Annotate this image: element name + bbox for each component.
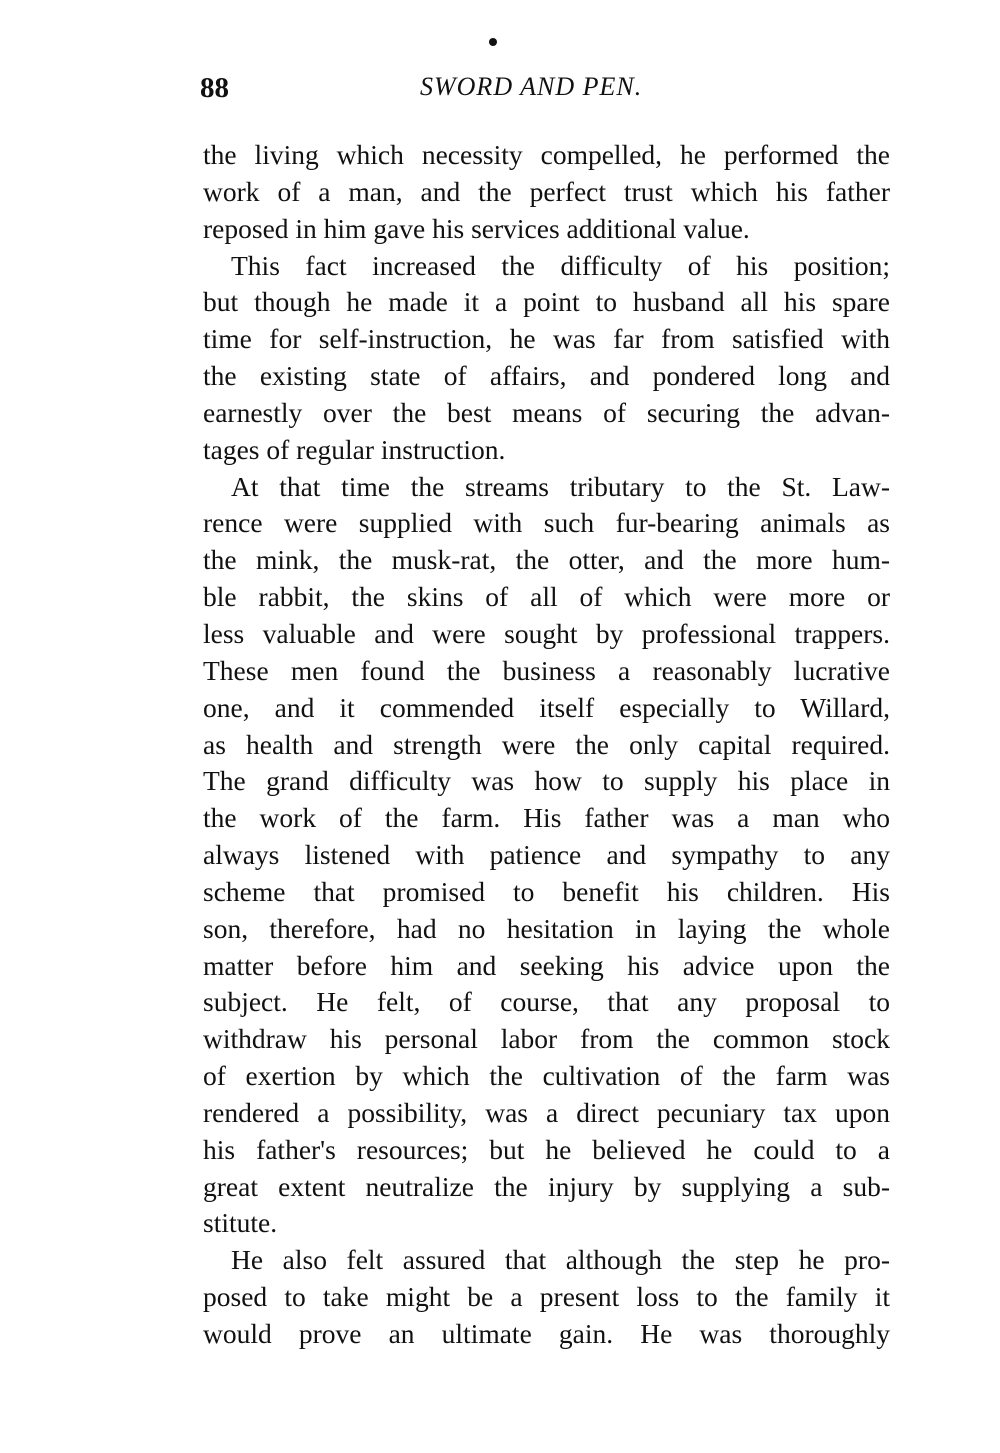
text-line: ble rabbit, the skins of all of which were more or	[203, 581, 890, 613]
text-line: posed to take might be a present loss to the family it	[203, 1281, 890, 1313]
text-line: less valuable and were sought by professional trappers.	[203, 617, 890, 649]
text-line: but though he made it a point to husband all his spare	[203, 286, 890, 318]
text-line: reposed in him gave his services additional value.	[203, 212, 750, 244]
text-line: stitute.	[203, 1207, 278, 1239]
text-line: At that time the streams tributary to the St. Law-	[231, 470, 890, 502]
text-line: rence were supplied with such fur-bearing animals as	[203, 507, 890, 539]
text-line: would prove an ultimate gain. He was thoroughly	[203, 1318, 890, 1349]
text-line: as health and strength were the only capital required.	[203, 728, 890, 760]
text-line: the existing state of affairs, and pondered long and	[203, 360, 890, 392]
text-line: This fact increased the difficulty of his position;	[231, 249, 890, 281]
text-line: earnestly over the best means of securing the advan-	[203, 396, 890, 428]
text-line: time for self-instruction, he was far from satisfied with	[203, 323, 890, 355]
text-line: scheme that promised to benefit his children. His	[203, 875, 890, 907]
text-line: These men found the business a reasonably lucrative	[203, 654, 890, 686]
text-line: his father's resources; but he believed he could to a	[203, 1133, 890, 1165]
text-line: subject. He felt, of course, that any proposal to	[203, 986, 890, 1018]
text-line: the mink, the musk-rat, the otter, and the more hum-	[203, 544, 890, 576]
text-line: one, and it commended itself especially to Willard,	[203, 691, 890, 723]
text-line: great extent neutralize the injury by supplying a sub-	[203, 1170, 890, 1202]
text-line: The grand difficulty was how to supply his place in	[203, 765, 890, 797]
paragraph	[203, 137, 890, 248]
text-line: matter before him and seeking his advice upon the	[203, 949, 890, 981]
page-number: 88	[200, 72, 229, 104]
page-body-text	[203, 137, 890, 1353]
paragraph	[203, 469, 890, 1243]
text-line: work of a man, and the perfect trust which his father	[203, 175, 890, 207]
ink-speck	[489, 38, 497, 46]
running-title: SWORD AND PEN.	[420, 72, 643, 101]
paragraph	[203, 248, 890, 469]
text-line: the living which necessity compelled, he performed the	[203, 139, 890, 170]
text-line: tages of regular instruction.	[203, 433, 506, 465]
text-line: He also felt assured that although the step he pro-	[231, 1244, 890, 1276]
text-line: rendered a possibility, was a direct pecuniary tax upon	[203, 1096, 890, 1128]
text-line: of exertion by which the cultivation of the farm was	[203, 1060, 890, 1092]
text-line: the work of the farm. His father was a man who	[203, 802, 890, 834]
text-line: withdraw his personal labor from the common stock	[203, 1023, 890, 1055]
text-line: always listened with patience and sympathy to any	[203, 839, 890, 871]
text-line: son, therefore, had no hesitation in laying the whole	[203, 912, 890, 944]
paragraph	[203, 1242, 890, 1353]
